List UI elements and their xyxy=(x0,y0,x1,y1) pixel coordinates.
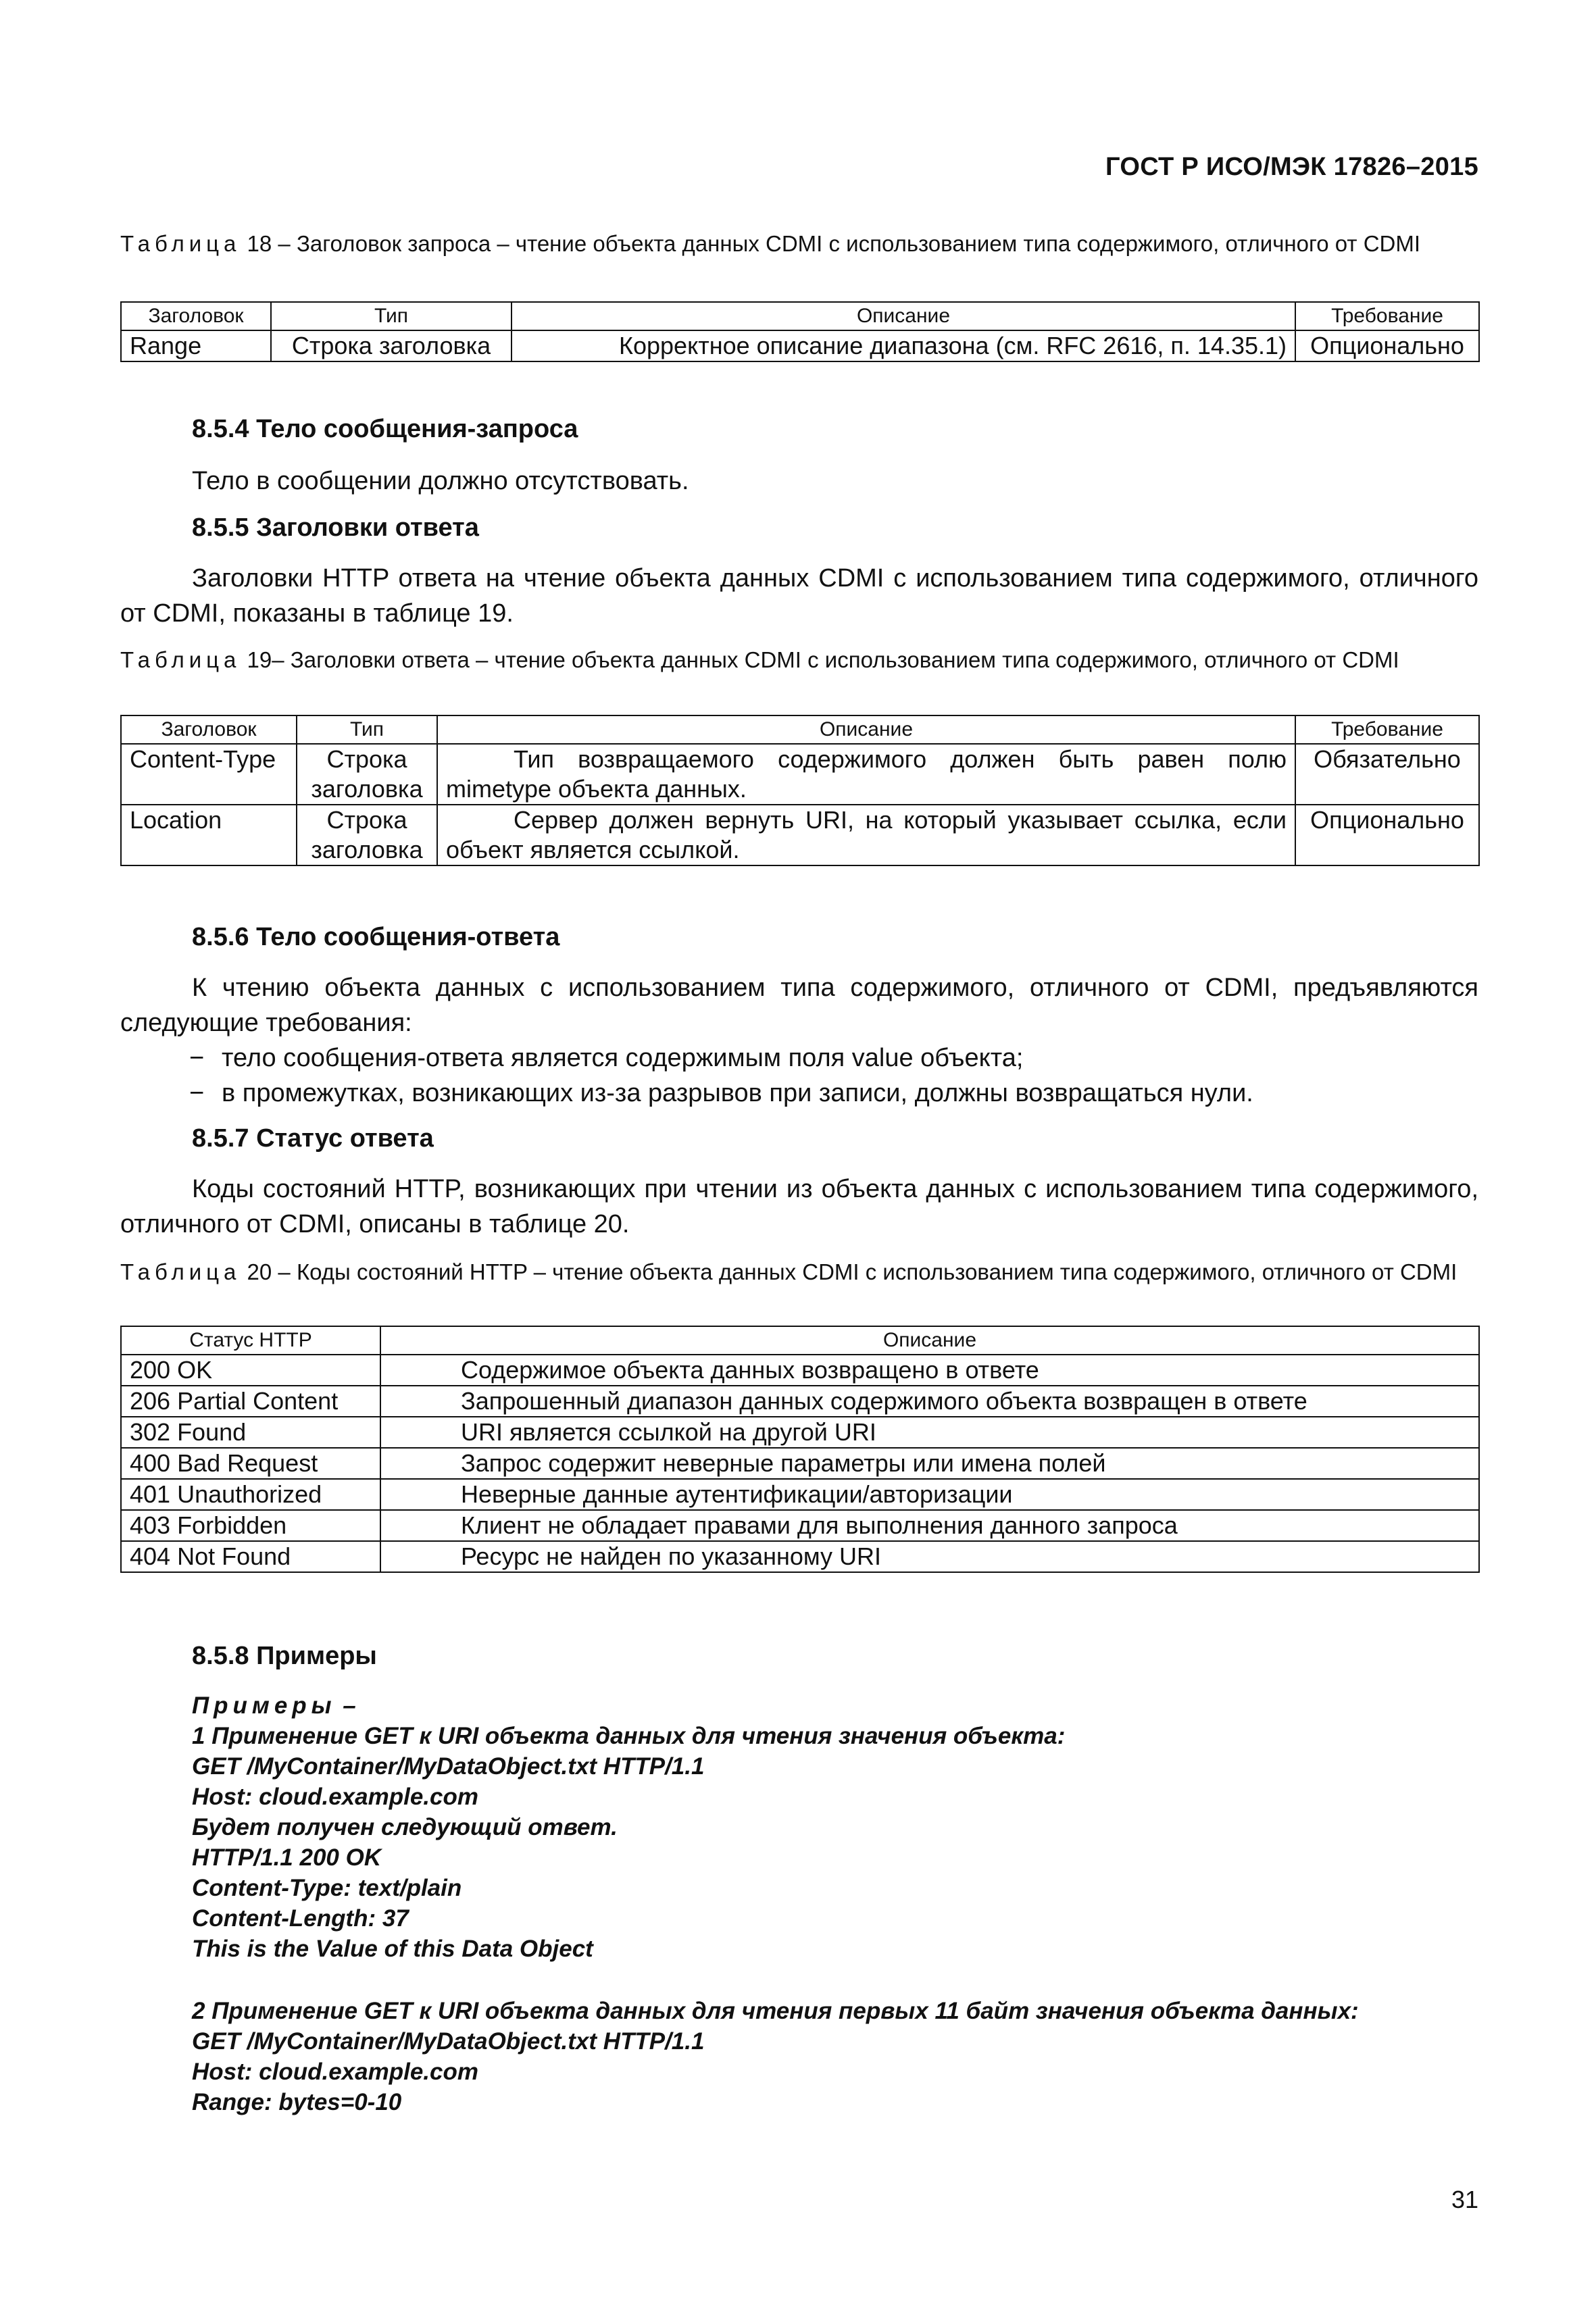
table-row xyxy=(121,805,1479,865)
column-header: Тип xyxy=(271,302,512,330)
cell-text: Тип возвращаемого содержимого должен быть равен полю mimetype объекта данных. xyxy=(446,745,1287,803)
status-code-cell: 401 Unauthorized xyxy=(121,1479,380,1510)
description-cell: Ресурс не найден по указанному URI xyxy=(380,1541,1479,1572)
cell-text: Сервер должен вернуть URI, на который указывает ссылка, если объект является ссылкой. xyxy=(446,806,1287,863)
table-row xyxy=(121,1448,1479,1479)
page-number: 31 xyxy=(1451,2186,1478,2213)
column-header: Статус HTTP xyxy=(121,1326,380,1355)
description-cell: Содержимое объекта данных возвращено в ответе xyxy=(380,1355,1479,1386)
caption-text: 20 – Коды состояний HTTP – чтение объекта данных CDMI с использованием типа содержимого, отличного от CDMI xyxy=(241,1259,1457,1284)
table-20 xyxy=(120,1326,1480,1573)
description-cell: Неверные данные аутентификации/авторизации xyxy=(380,1479,1479,1510)
description-cell: Запрос содержит неверные параметры или имена полей xyxy=(380,1448,1479,1479)
example-line: 2 Применение GET к URI объекта данных для чтения первых 11 байт значения объекта данных: xyxy=(192,1998,1359,2024)
paragraph-text: Тело в сообщении должно отсутствовать. xyxy=(192,467,689,495)
table-cell: Корректное описание диапазона (см. RFC 2616, п. 14.35.1) xyxy=(512,330,1295,361)
paragraph-text: Коды состояний HTTP, возникающих при чтении из объекта данных с использованием типа содержимого, отличного от CDMI, описаны в таблице 20. xyxy=(120,1175,1478,1238)
section-8-5-5-text xyxy=(120,561,1478,631)
caption-text: 19– Заголовки ответа – чтение объекта данных CDMI с использованием типа содержимого, отличного от CDMI xyxy=(241,647,1399,672)
table-header-row xyxy=(121,715,1479,744)
column-header: Описание xyxy=(380,1326,1479,1355)
column-header: Тип xyxy=(297,715,437,744)
table-19-caption xyxy=(120,646,1478,674)
table-cell: Опционально xyxy=(1295,805,1479,865)
table-cell: Range xyxy=(121,330,271,361)
table-18 xyxy=(120,301,1480,362)
list-item: − в промежутках, возникающих из-за разрывов при записи, должны возвращаться нули. xyxy=(189,1079,1253,1107)
list-item: − тело сообщения-ответа является содержимым поля value объекта; xyxy=(189,1044,1024,1072)
table-row xyxy=(121,1386,1479,1417)
description-cell: Клиент не обладает правами для выполнения данного запроса xyxy=(380,1510,1479,1541)
section-8-5-7-text xyxy=(120,1172,1478,1242)
description-cell: Запрошенный диапазон данных содержимого объекта возвращен в ответе xyxy=(380,1386,1479,1417)
example-line: HTTP/1.1 200 OK xyxy=(192,1844,382,1871)
table-row xyxy=(121,1355,1479,1386)
example-line: Content-Length: 37 xyxy=(192,1905,409,1932)
table-row xyxy=(121,1479,1479,1510)
table-cell: Content-Type xyxy=(121,744,297,805)
list-item-text: тело сообщения-ответа является содержимым поля value объекта; xyxy=(222,1044,1024,1072)
table-label: Таблица xyxy=(120,231,241,256)
description-cell: URI является ссылкой на другой URI xyxy=(380,1417,1479,1448)
table-row xyxy=(121,1417,1479,1448)
section-8-5-7-heading: 8.5.7 Статус ответа xyxy=(192,1124,434,1153)
example-line: Host: cloud.example.com xyxy=(192,1784,478,1810)
status-code-cell: 403 Forbidden xyxy=(121,1510,380,1541)
status-code-cell: 200 OK xyxy=(121,1355,380,1386)
table-cell xyxy=(437,744,1295,805)
column-header: Требование xyxy=(1295,302,1479,330)
document-id-header: ГОСТ Р ИСО/МЭК 17826–2015 xyxy=(1105,153,1478,181)
examples-label-suffix: – xyxy=(336,1692,356,1719)
column-header: Требование xyxy=(1295,715,1479,744)
example-line: Host: cloud.example.com xyxy=(192,2059,478,2085)
table-row xyxy=(121,1541,1479,1572)
caption-text: 18 – Заголовок запроса – чтение объекта данных CDMI с использованием типа содержимого, отличного от CDMI xyxy=(241,231,1421,256)
section-8-5-6-text xyxy=(120,970,1478,1040)
status-code-cell: 206 Partial Content xyxy=(121,1386,380,1417)
examples-label-line xyxy=(192,1690,1065,1721)
column-header: Заголовок xyxy=(121,715,297,744)
examples-block-2 xyxy=(192,1996,1359,2117)
example-line: GET /MyContainer/MyDataObject.txt HTTP/1.1 xyxy=(192,2028,705,2055)
section-8-5-8-heading: 8.5.8 Примеры xyxy=(192,1642,377,1670)
status-code-cell: 302 Found xyxy=(121,1417,380,1448)
examples-label: Примеры xyxy=(192,1692,336,1719)
table-cell: Строка заголовка xyxy=(297,805,437,865)
example-line: Будет получен следующий ответ. xyxy=(192,1814,618,1840)
section-8-5-4-heading: 8.5.4 Тело сообщения-запроса xyxy=(192,415,578,443)
status-code-cell: 400 Bad Request xyxy=(121,1448,380,1479)
table-row xyxy=(121,744,1479,805)
example-line: 1 Применение GET к URI объекта данных для чтения значения объекта: xyxy=(192,1723,1066,1749)
table-cell: Опционально xyxy=(1295,330,1479,361)
table-cell: Location xyxy=(121,805,297,865)
table-19 xyxy=(120,715,1480,866)
table-header-row xyxy=(121,1326,1479,1355)
examples-block-1 xyxy=(192,1690,1065,1964)
table-label: Таблица xyxy=(120,647,241,672)
column-header: Заголовок xyxy=(121,302,271,330)
table-cell: Обязательно xyxy=(1295,744,1479,805)
table-row xyxy=(121,1510,1479,1541)
status-code-cell: 404 Not Found xyxy=(121,1541,380,1572)
column-header: Описание xyxy=(512,302,1295,330)
section-8-5-6-heading: 8.5.6 Тело сообщения-ответа xyxy=(192,923,560,951)
table-header-row xyxy=(121,302,1479,330)
table-row xyxy=(121,330,1479,361)
table-label: Таблица xyxy=(120,1259,241,1284)
paragraph-text: К чтению объекта данных с использованием типа содержимого, отличного от CDMI, предъявляются следующие требования: xyxy=(120,974,1478,1037)
table-cell xyxy=(437,805,1295,865)
example-line: Range: bytes=0-10 xyxy=(192,2089,402,2115)
example-line: GET /MyContainer/MyDataObject.txt HTTP/1.1 xyxy=(192,1753,705,1780)
example-line: This is the Value of this Data Object xyxy=(192,1936,593,1962)
table-cell: Строка заголовка xyxy=(271,330,512,361)
list-item-text: в промежутках, возникающих из-за разрывов при записи, должны возвращаться нули. xyxy=(222,1079,1253,1107)
table-18-caption xyxy=(120,230,1478,257)
table-cell: Строка заголовка xyxy=(297,744,437,805)
column-header: Описание xyxy=(437,715,1295,744)
section-8-5-5-heading: 8.5.5 Заголовки ответа xyxy=(192,513,479,542)
paragraph-text: Заголовки HTTP ответа на чтение объекта данных CDMI с использованием типа содержимого, отличного от CDMI, показаны в таблице 19. xyxy=(120,564,1478,628)
example-line: Content-Type: text/plain xyxy=(192,1875,462,1901)
section-8-5-4-text xyxy=(120,463,1478,499)
table-20-caption xyxy=(120,1258,1478,1286)
